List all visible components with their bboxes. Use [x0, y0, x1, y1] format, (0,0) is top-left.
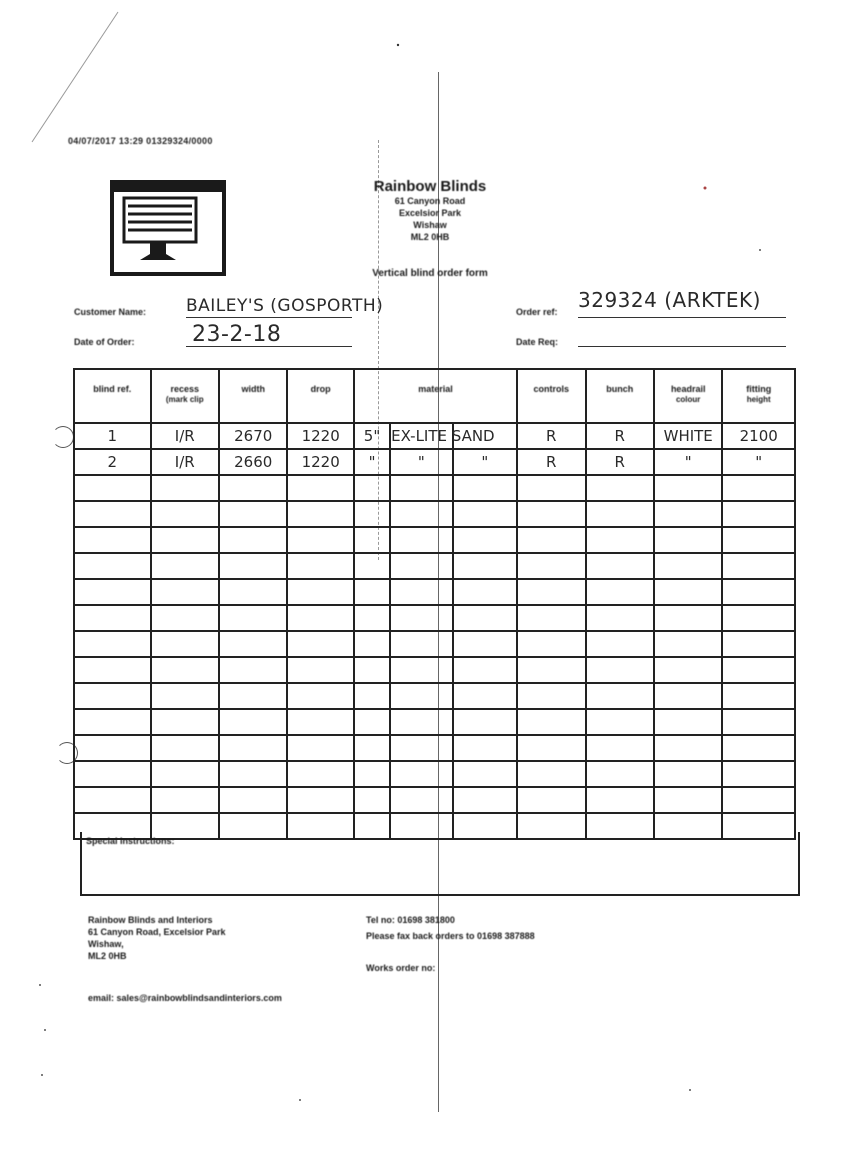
- table-cell: [654, 527, 722, 553]
- table-cell: [722, 657, 795, 683]
- table-cell: 1220: [287, 423, 353, 449]
- fax-timestamp: 04/07/2017 13:29 01329324/0000: [68, 136, 213, 146]
- table-cell: [453, 709, 517, 735]
- col-header: recess (mark clip: [151, 369, 219, 423]
- table-cell: [219, 657, 287, 683]
- table-cell: [517, 735, 585, 761]
- table-cell: [74, 579, 151, 605]
- table-cell: 1220: [287, 449, 353, 475]
- table-cell: [74, 709, 151, 735]
- table-cell: [517, 683, 585, 709]
- table-cell: [453, 787, 517, 813]
- table-cell: [287, 579, 353, 605]
- table-cell: [74, 631, 151, 657]
- order-date-value: 23-2-18: [192, 322, 282, 347]
- table-cell: 2660: [219, 449, 287, 475]
- table-cell: [586, 475, 654, 501]
- table-cell: [517, 579, 585, 605]
- col-header: width: [219, 369, 287, 423]
- table-cell: [151, 709, 219, 735]
- table-cell: [722, 553, 795, 579]
- footer-company-line: 61 Canyon Road, Excelsior Park: [88, 927, 226, 937]
- table-cell: [586, 631, 654, 657]
- table-cell: [586, 501, 654, 527]
- table-cell: [586, 709, 654, 735]
- table-cell: [219, 579, 287, 605]
- col-header: material: [354, 369, 517, 423]
- table-cell: [151, 605, 219, 631]
- table-cell: [517, 657, 585, 683]
- table-cell: [517, 761, 585, 787]
- table-cell: [453, 475, 517, 501]
- table-cell: [654, 605, 722, 631]
- table-cell: [453, 683, 517, 709]
- table-row: [74, 423, 795, 449]
- table-row: [74, 579, 795, 605]
- table-cell: [390, 553, 452, 579]
- table-cell: [287, 475, 353, 501]
- table-cell: [453, 527, 517, 553]
- footer-company-line: ML2 0HB: [88, 951, 127, 961]
- special-instructions-box: [80, 832, 800, 896]
- table-cell: ": [390, 449, 452, 475]
- footer-company-block: [88, 914, 226, 962]
- table-cell: [586, 683, 654, 709]
- table-row: [74, 553, 795, 579]
- company-header: [300, 178, 560, 243]
- address-line: 61 Canyon Road: [394, 196, 466, 206]
- table-cell: [151, 657, 219, 683]
- table-cell: R: [517, 449, 585, 475]
- footer-email: email: sales@rainbowblindsandinteriors.com: [88, 993, 282, 1003]
- table-cell: [654, 709, 722, 735]
- table-cell: [354, 631, 390, 657]
- table-row: [74, 735, 795, 761]
- table-cell: [287, 527, 353, 553]
- col-header: bunch: [586, 369, 654, 423]
- table-cell: [722, 579, 795, 605]
- table-cell: [219, 761, 287, 787]
- table-cell: [151, 579, 219, 605]
- table-cell: [354, 761, 390, 787]
- table-cell: [219, 735, 287, 761]
- table-cell: 2: [74, 449, 151, 475]
- table-cell: [654, 657, 722, 683]
- order-ref-underline: [578, 317, 786, 318]
- table-cell: I/R: [151, 449, 219, 475]
- table-cell: [390, 475, 452, 501]
- company-logo-icon: [110, 180, 226, 276]
- table-row: [74, 657, 795, 683]
- table-cell: [354, 735, 390, 761]
- table-cell: [654, 761, 722, 787]
- table-cell: [151, 501, 219, 527]
- table-cell: [722, 787, 795, 813]
- table-row: [74, 475, 795, 501]
- table-header-row: [74, 369, 795, 423]
- address-line: ML2 0HB: [410, 232, 450, 242]
- table-cell: [586, 787, 654, 813]
- table-cell: [453, 579, 517, 605]
- table-cell: I/R: [151, 423, 219, 449]
- table-cell: [390, 657, 452, 683]
- table-cell: ": [354, 449, 390, 475]
- table-cell: [219, 787, 287, 813]
- table-cell: [390, 605, 452, 631]
- table-cell: [151, 787, 219, 813]
- form-title: Vertical blind order form: [372, 268, 488, 279]
- footer-works-order: Works order no:: [366, 963, 436, 973]
- table-cell: [74, 787, 151, 813]
- table-cell: [517, 527, 585, 553]
- table-cell: [287, 735, 353, 761]
- table-row: [74, 631, 795, 657]
- col-header: fitting height: [722, 369, 795, 423]
- col-header: blind ref.: [74, 369, 151, 423]
- table-cell: [219, 605, 287, 631]
- table-cell: [453, 501, 517, 527]
- punch-hole-icon: [52, 426, 74, 448]
- col-header: drop: [287, 369, 353, 423]
- table-cell: [74, 553, 151, 579]
- table-cell: [517, 501, 585, 527]
- table-cell: [287, 657, 353, 683]
- table-cell: [74, 657, 151, 683]
- table-cell: [151, 683, 219, 709]
- table-cell: [654, 553, 722, 579]
- table-cell: [74, 605, 151, 631]
- table-cell: [586, 761, 654, 787]
- table-cell: R: [586, 449, 654, 475]
- table-cell: [453, 553, 517, 579]
- table-cell: [354, 683, 390, 709]
- table-cell: [390, 683, 452, 709]
- table-cell: [354, 605, 390, 631]
- table-cell: [654, 735, 722, 761]
- table-cell: [654, 631, 722, 657]
- table-cell: [354, 787, 390, 813]
- table-row: [74, 709, 795, 735]
- customer-name-label: Customer Name:: [74, 307, 147, 317]
- date-required-underline: [578, 346, 786, 347]
- table-cell: [74, 683, 151, 709]
- col-header: headrail colour: [654, 369, 722, 423]
- table-cell: [722, 683, 795, 709]
- table-cell: [219, 475, 287, 501]
- table-cell: [722, 605, 795, 631]
- table-row: [74, 683, 795, 709]
- table-cell: [287, 631, 353, 657]
- table-cell: [517, 787, 585, 813]
- footer-company-line: Wishaw,: [88, 939, 124, 949]
- footer-fax: Please fax back orders to 01698 387888: [366, 931, 535, 941]
- table-cell: [287, 501, 353, 527]
- customer-name-underline: [186, 317, 352, 318]
- table-cell: [74, 527, 151, 553]
- date-required-label: Date Req:: [516, 337, 559, 347]
- table-cell: ": [453, 449, 517, 475]
- table-cell: [287, 553, 353, 579]
- table-cell: [219, 709, 287, 735]
- table-cell: [517, 475, 585, 501]
- order-ref-value: 329324 (ARKTEK): [578, 288, 761, 312]
- table-cell: [453, 631, 517, 657]
- table-cell: [354, 501, 390, 527]
- table-cell: ": [722, 449, 795, 475]
- table-cell: [722, 527, 795, 553]
- table-cell: [354, 475, 390, 501]
- table-cell: [354, 527, 390, 553]
- table-cell: [517, 605, 585, 631]
- table-cell: [517, 553, 585, 579]
- footer-tel: Tel no: 01698 381800: [366, 915, 455, 925]
- table-cell: [151, 527, 219, 553]
- table-cell: R: [517, 423, 585, 449]
- table-cell: [722, 761, 795, 787]
- table-row: [74, 787, 795, 813]
- table-cell: [390, 631, 452, 657]
- address-line: Wishaw: [413, 220, 447, 230]
- table-cell: [151, 475, 219, 501]
- table-cell: [453, 735, 517, 761]
- table-cell: [654, 501, 722, 527]
- table-cell: [517, 631, 585, 657]
- table-cell: 1: [74, 423, 151, 449]
- table-cell: [390, 501, 452, 527]
- table-cell: [722, 501, 795, 527]
- table-cell: [654, 475, 722, 501]
- order-table: [73, 368, 796, 840]
- table-cell: [151, 631, 219, 657]
- table-cell: 2670: [219, 423, 287, 449]
- table-cell: [390, 709, 452, 735]
- customer-name-value: BAILEY'S (GOSPORTH): [186, 296, 384, 316]
- table-cell: [219, 631, 287, 657]
- table-cell: [390, 579, 452, 605]
- table-cell: [287, 709, 353, 735]
- table-cell: [453, 605, 517, 631]
- table-cell: [390, 787, 452, 813]
- table-cell: [586, 579, 654, 605]
- table-cell: [219, 683, 287, 709]
- table-cell: [654, 683, 722, 709]
- table-cell: [390, 735, 452, 761]
- table-cell: [390, 527, 452, 553]
- table-cell: [453, 657, 517, 683]
- table-cell: [586, 657, 654, 683]
- table-cell: [219, 527, 287, 553]
- table-cell: [74, 501, 151, 527]
- col-header: controls: [517, 369, 585, 423]
- table-cell: [354, 579, 390, 605]
- table-cell: [654, 579, 722, 605]
- footer-company-line: Rainbow Blinds and Interiors: [88, 915, 213, 925]
- table-cell: WHITE: [654, 423, 722, 449]
- table-cell: [151, 553, 219, 579]
- table-cell: [74, 475, 151, 501]
- table-cell: [287, 605, 353, 631]
- table-cell: [722, 735, 795, 761]
- table-cell: [219, 501, 287, 527]
- table-cell: [654, 787, 722, 813]
- table-cell: [586, 735, 654, 761]
- address-line: Excelsior Park: [398, 208, 462, 218]
- company-name: Rainbow Blinds: [373, 178, 487, 195]
- table-cell: [74, 735, 151, 761]
- table-row: [74, 527, 795, 553]
- table-cell: EX-LITE SAND: [390, 423, 452, 449]
- table-cell: [586, 605, 654, 631]
- table-cell: [354, 709, 390, 735]
- table-cell: [151, 761, 219, 787]
- table-cell: ": [654, 449, 722, 475]
- table-cell: [151, 735, 219, 761]
- special-instructions-label: Special Instructions:: [86, 836, 175, 846]
- table-cell: [517, 709, 585, 735]
- table-cell: [453, 761, 517, 787]
- table-cell: [354, 553, 390, 579]
- order-ref-label: Order ref:: [516, 307, 558, 317]
- order-date-label: Date of Order:: [74, 337, 135, 347]
- table-cell: [74, 761, 151, 787]
- table-cell: 5": [354, 423, 390, 449]
- table-cell: 2100: [722, 423, 795, 449]
- table-cell: [722, 709, 795, 735]
- table-cell: [586, 527, 654, 553]
- table-cell: [586, 553, 654, 579]
- table-row: [74, 501, 795, 527]
- table-cell: [722, 631, 795, 657]
- table-cell: [354, 657, 390, 683]
- table-cell: R: [586, 423, 654, 449]
- table-cell: [287, 787, 353, 813]
- table-cell: [390, 761, 452, 787]
- table-cell: [287, 683, 353, 709]
- table-row: [74, 761, 795, 787]
- table-cell: [219, 553, 287, 579]
- table-row: [74, 449, 795, 475]
- table-cell: [722, 475, 795, 501]
- order-date-underline: [186, 346, 352, 347]
- table-cell: [287, 761, 353, 787]
- table-row: [74, 605, 795, 631]
